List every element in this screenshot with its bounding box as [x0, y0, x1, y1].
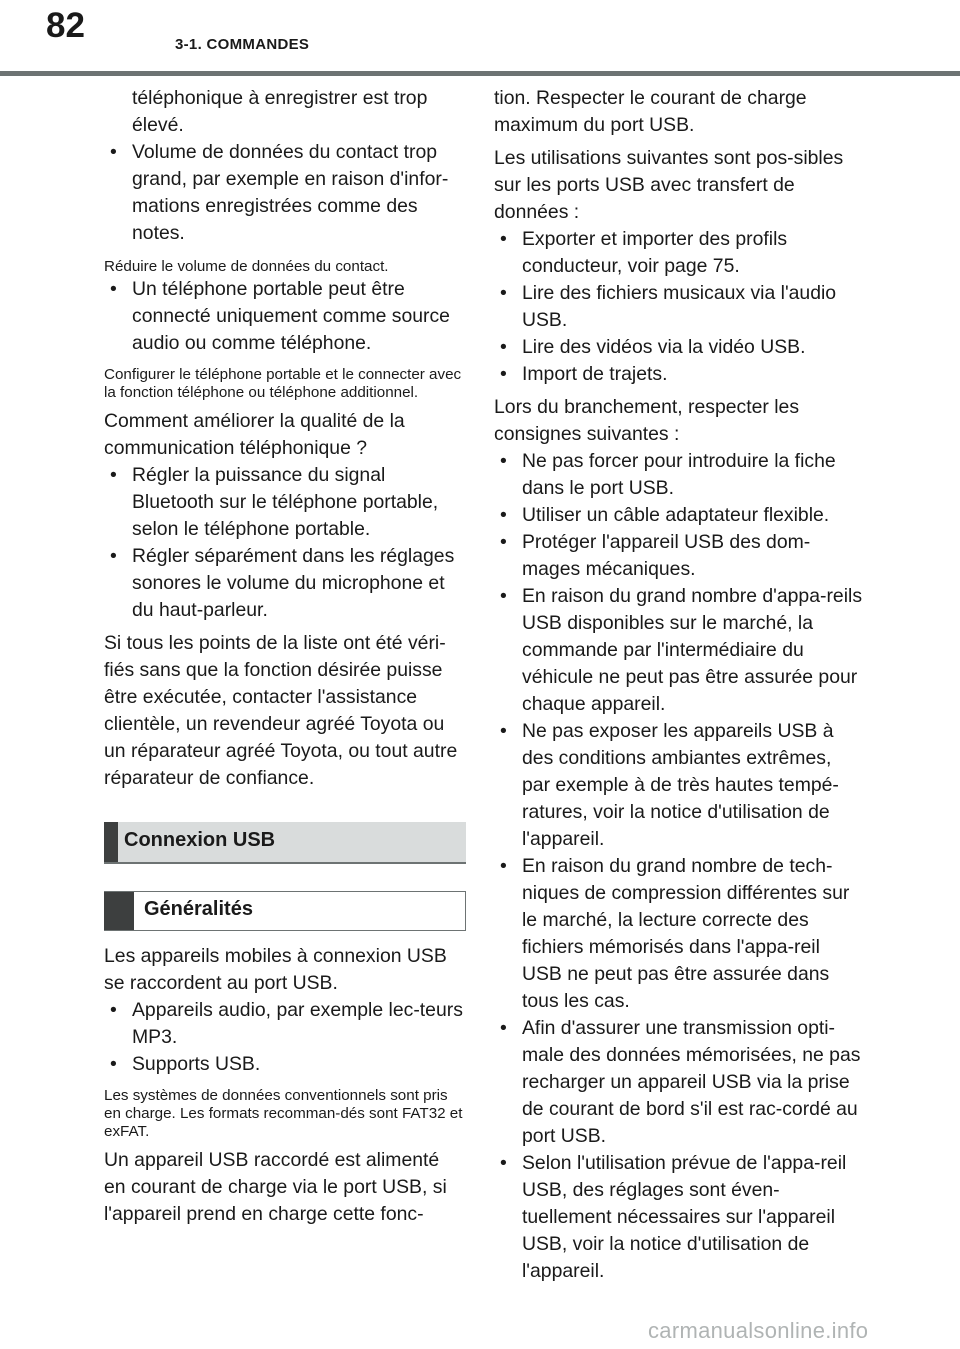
list-item-text: Ne pas exposer les appareils USB à des conditions ambiantes extrêmes, par exemple à de très hautes tempé-ratures, voir la notice d'utilisation de l'appareil. — [522, 720, 839, 850]
bullet-icon: • — [500, 228, 507, 250]
list-item — [494, 1015, 864, 1150]
bullet-icon: • — [110, 464, 117, 486]
watermark: carmanualsonline.info — [648, 1318, 869, 1343]
list-item — [494, 1150, 864, 1285]
bullet-list-4 — [104, 997, 466, 1078]
bullet-icon: • — [110, 278, 117, 300]
list-item — [494, 718, 864, 853]
usb-intro-paragraph: Les appareils mobiles à connexion USB se raccordent au port USB. — [104, 945, 447, 994]
list-item-text: Un téléphone portable peut être connecté uniquement comme source audio ou comme téléphone. — [132, 278, 450, 354]
connect-paragraph: Lors du branchement, respecter les consignes suivantes : — [494, 396, 800, 445]
note-text-2: Configurer le téléphone portable et le connecter avec la fonction téléphone ou téléphone additionnel. — [104, 366, 462, 401]
bullet-icon: • — [500, 585, 507, 607]
note-text-1: Réduire le volume de données du contact. — [104, 258, 389, 275]
header-rule — [0, 71, 960, 76]
list-item — [494, 280, 864, 334]
list-item-text: Supports USB. — [132, 1053, 261, 1075]
list-item — [494, 502, 864, 529]
list-item-text: Lire des vidéos via la vidéo USB. — [522, 336, 806, 358]
bullet-icon: • — [500, 1152, 507, 1174]
bullet-list-3 — [104, 462, 466, 624]
bullet-icon: • — [500, 531, 507, 553]
section-marker — [104, 822, 118, 862]
list-item-text: Selon l'utilisation prévue de l'appa-reil USB, des réglages sont éven-tuellement nécessaires sur l'appareil USB, voir la notice d'utilisation de l'appareil. — [522, 1152, 847, 1282]
bullet-icon: • — [500, 336, 507, 358]
list-item — [104, 276, 466, 357]
list-item — [104, 462, 466, 543]
verify-paragraph: Si tous les points de la liste ont été véri-fiés sans que la fonction désirée puisse être exécutée, contacter l'assistance clientèle, un revendeur agréé Toyota ou un réparateur agréé Toyota, ou tout autre réparateur de confiance. — [104, 632, 458, 789]
bullet-icon: • — [500, 855, 507, 877]
list-item-text: Régler séparément dans les réglages sonores le volume du microphone et du haut-parleur. — [132, 545, 455, 621]
list-item — [494, 583, 864, 718]
continued-paragraph: tion. Respecter le courant de charge maximum du port USB. — [494, 87, 807, 136]
list-item-text: Protéger l'appareil USB des dom-mages mécaniques. — [522, 531, 811, 580]
bullet-icon: • — [500, 720, 507, 742]
list-item-text: Régler la puissance du signal Bluetooth sur le téléphone portable, selon le téléphone portable. — [132, 464, 439, 540]
list-item-text: Exporter et importer des profils conducteur, voir page 75. — [522, 228, 788, 277]
power-paragraph: Un appareil USB raccordé est alimenté en courant de charge via le port USB, si l'appareil prend en charge cette fonc- — [104, 1149, 447, 1225]
list-item — [494, 529, 864, 583]
bullet-icon: • — [500, 504, 507, 526]
connect-list — [494, 448, 864, 1285]
bullet-icon: • — [110, 545, 117, 567]
subsection-title: Généralités — [144, 898, 253, 920]
page-number: 82 — [46, 6, 85, 45]
continued-text: téléphonique à enregistrer est trop élevé. — [132, 87, 428, 136]
list-item-text: Volume de données du contact trop grand, par exemple en raison d'infor-mations enregistrées comme des notes. — [132, 141, 449, 244]
bullet-icon: • — [500, 450, 507, 472]
page-header — [0, 0, 960, 80]
list-item — [494, 334, 864, 361]
list-item-text: Ne pas forcer pour introduire la fiche dans le port USB. — [522, 450, 836, 499]
section-header-usb — [104, 822, 466, 864]
chapter-title: 3-1. COMMANDES — [175, 36, 310, 53]
left-column — [104, 85, 466, 1228]
right-column — [494, 85, 864, 1285]
bullet-icon: • — [110, 999, 117, 1021]
uses-paragraph: Les utilisations suivantes sont pos-sibles sur les ports USB avec transfert de données : — [494, 147, 844, 223]
subsection-marker — [104, 892, 134, 930]
list-item-text: En raison du grand nombre d'appa-reils USB disponibles sur le marché, la commande par l'intermédiaire du véhicule ne peut pas être assurée pour chaque appareil. — [522, 585, 863, 715]
list-item-text: Afin d'assurer une transmission opti-male des données mémorisées, ne pas recharger un appareil USB via la prise de courant de bord s'il est rac-cordé au port USB. — [522, 1017, 861, 1147]
list-item — [104, 543, 466, 624]
list-item — [104, 997, 466, 1051]
list-item-text: Appareils audio, par exemple lec-teurs MP3. — [132, 999, 463, 1048]
bullet-icon: • — [500, 282, 507, 304]
subsection-header — [104, 891, 466, 931]
list-item-text: Lire des fichiers musicaux via l'audio USB. — [522, 282, 837, 331]
section-title: Connexion USB — [124, 829, 276, 851]
bullet-list-1 — [104, 139, 466, 247]
list-item — [494, 853, 864, 1015]
list-item — [494, 361, 864, 388]
bullet-list-2 — [104, 276, 466, 357]
question-text: Comment améliorer la qualité de la communication téléphonique ? — [104, 410, 405, 459]
list-item — [104, 1051, 466, 1078]
bullet-icon: • — [110, 1053, 117, 1075]
bullet-icon: • — [500, 1017, 507, 1039]
list-item — [494, 448, 864, 502]
uses-list — [494, 226, 864, 388]
list-item-text: Import de trajets. — [522, 363, 668, 385]
list-item — [104, 139, 466, 247]
bullet-icon: • — [110, 141, 117, 163]
note-text-3: Les systèmes de données conventionnels sont pris en charge. Les formats recomman-dés sont FAT32 et exFAT. — [104, 1087, 463, 1140]
list-item-text: Utiliser un câble adaptateur flexible. — [522, 504, 830, 526]
list-item-text: En raison du grand nombre de tech-niques de compression différentes sur le marché, la lecture correcte des fichiers mémorisés dans l'appa-reil USB ne peut pas être assurée dans tous les cas. — [522, 855, 850, 1012]
list-item — [494, 226, 864, 280]
bullet-icon: • — [500, 363, 507, 385]
